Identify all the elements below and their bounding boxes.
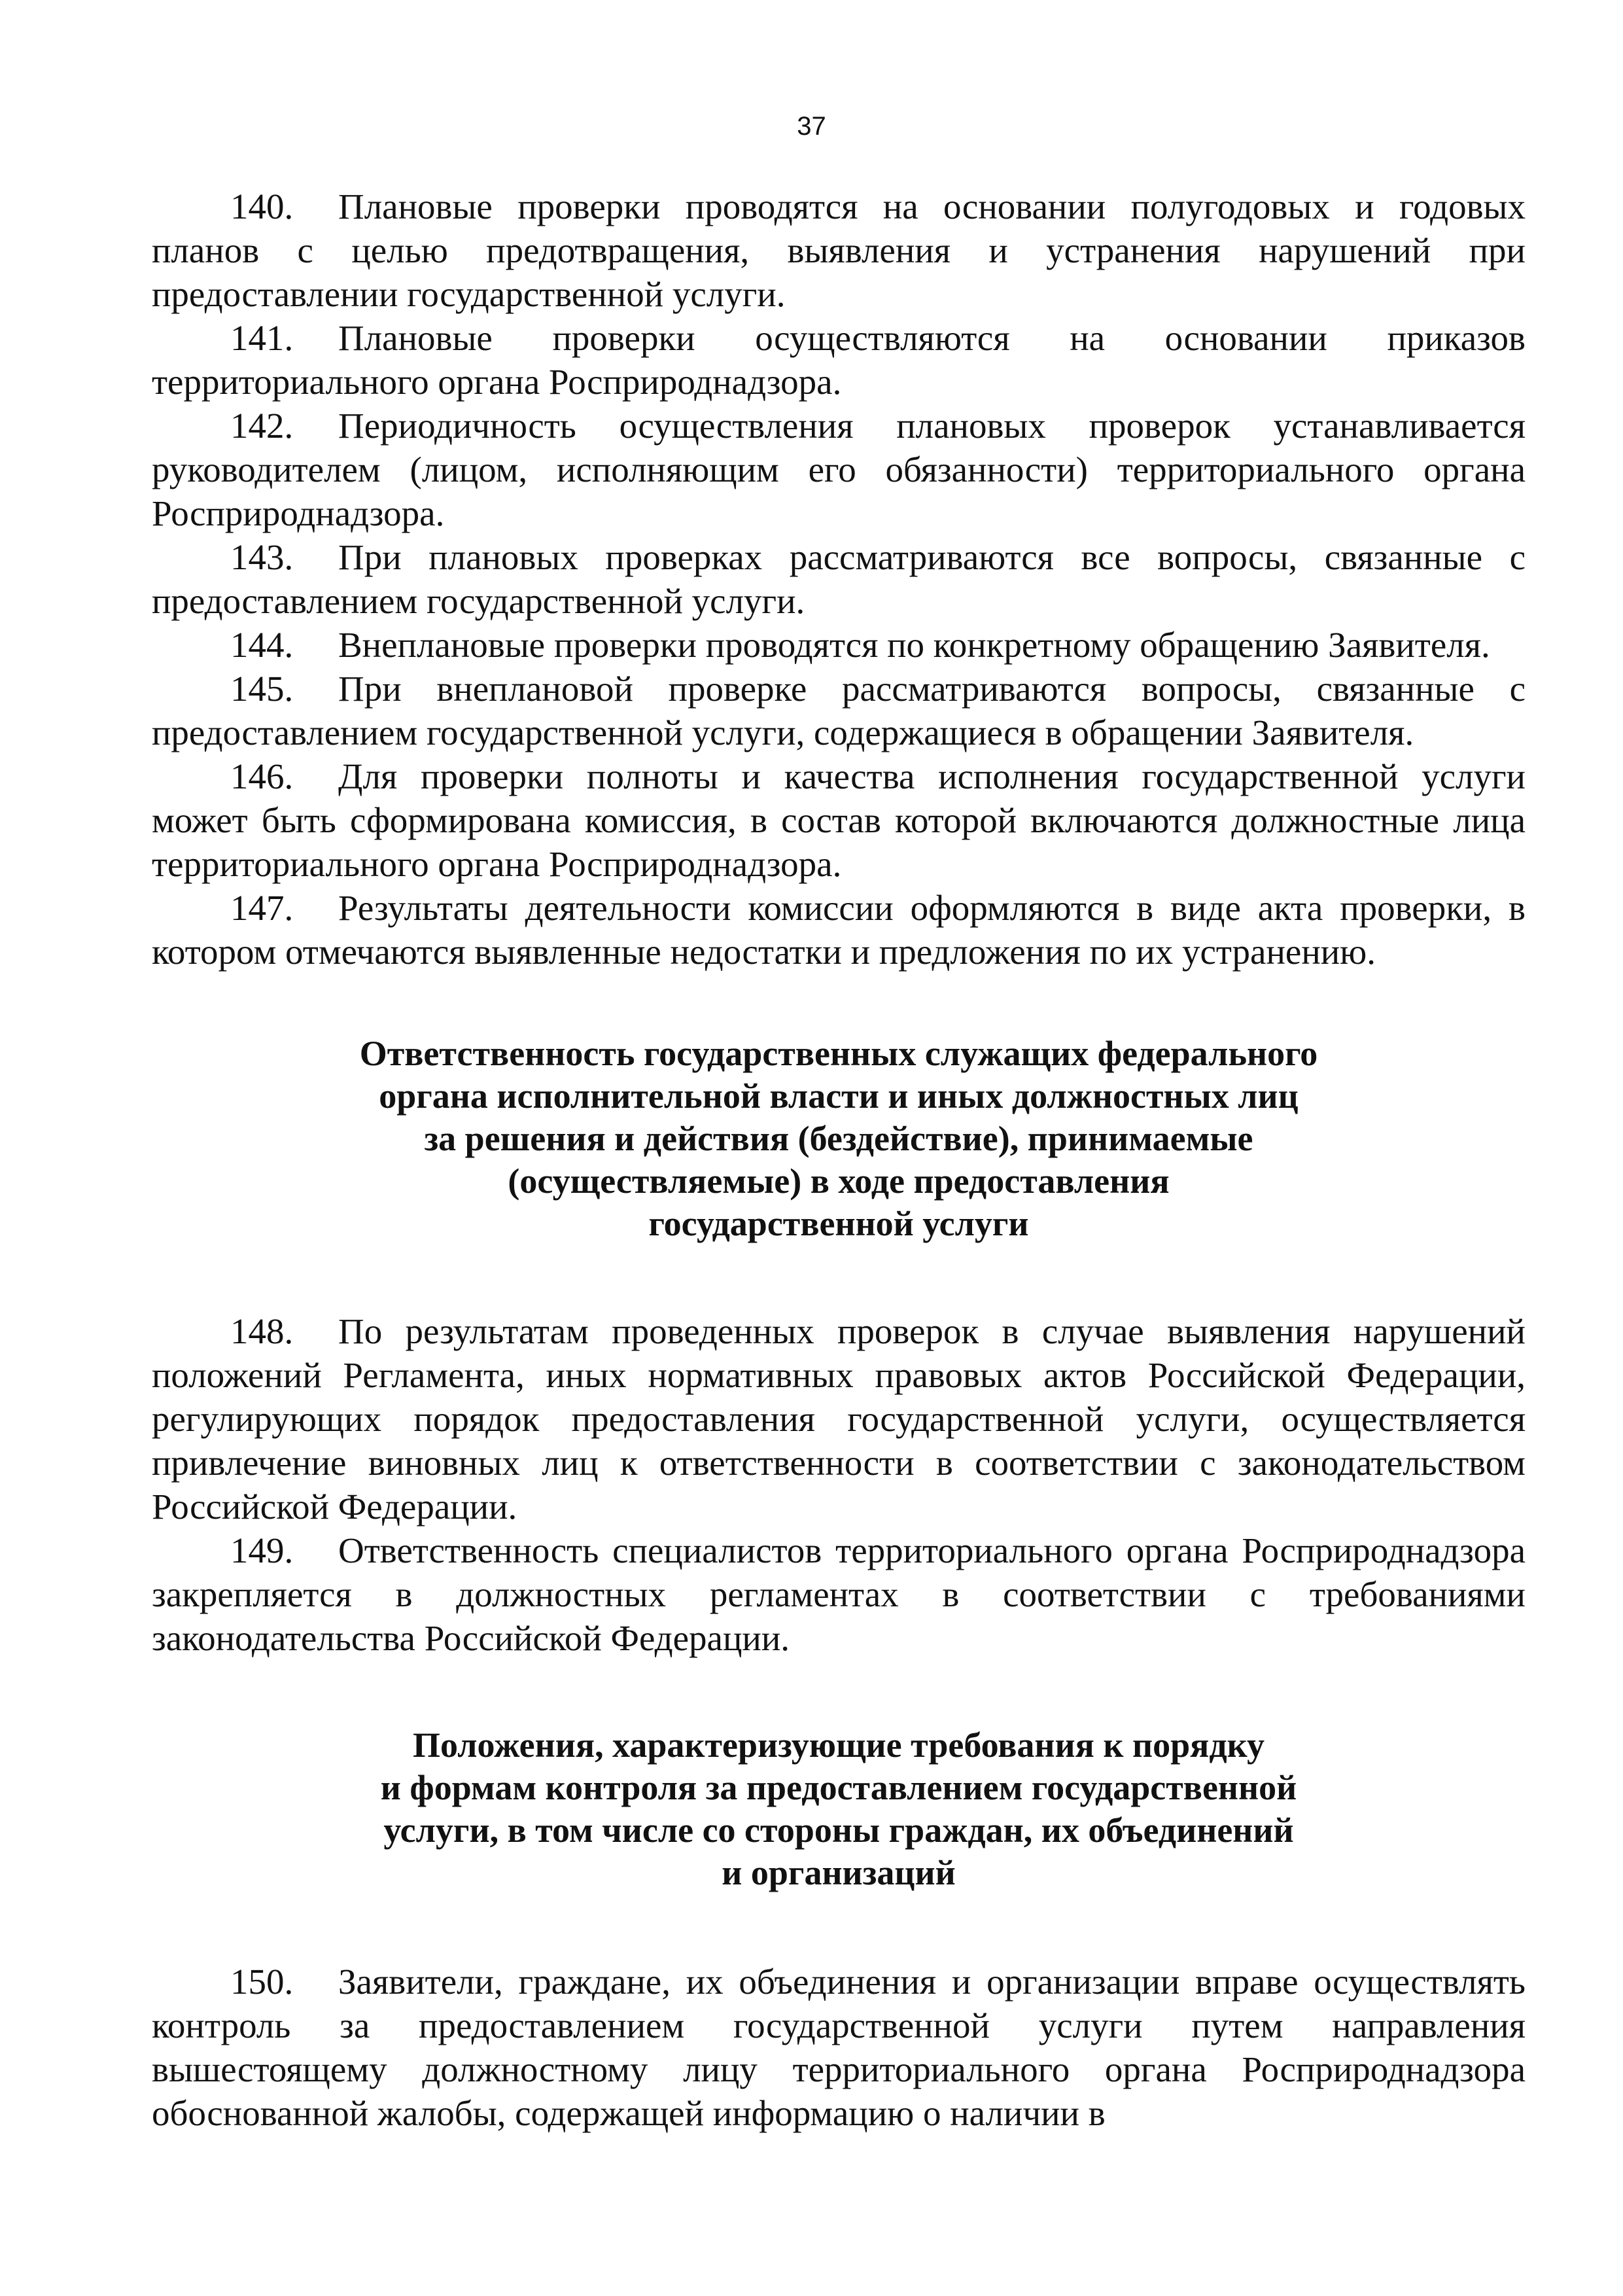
paragraph-number: 145.: [230, 669, 294, 709]
heading-line: услуги, в том числе со стороны граждан, их объединений: [383, 1810, 1294, 1850]
section-heading-control-forms: [152, 1724, 1526, 1894]
heading-line: органа исполнительной власти и иных должностных лиц: [379, 1076, 1299, 1116]
paragraph-149: [152, 1528, 1526, 1660]
paragraph-text: Для проверки полноты и качества исполнения государственной услуги может быть сформирована комиссия, в состав которой включаются должностные лица территориального органа Росприроднадзора.: [152, 756, 1526, 884]
document-body: [152, 185, 1526, 2135]
heading-line: (осуществляемые) в ходе предоставления: [508, 1161, 1170, 1201]
paragraph-145: [152, 667, 1526, 754]
paragraph-150: [152, 1960, 1526, 2135]
heading-line: за решения и действия (бездействие), принимаемые: [424, 1119, 1253, 1158]
paragraph-number: 148.: [230, 1311, 294, 1351]
section-heading-responsibility: [152, 1033, 1526, 1245]
paragraph-148: [152, 1309, 1526, 1528]
paragraph-142: [152, 404, 1526, 535]
paragraph-number: 149.: [230, 1530, 294, 1570]
paragraph-text: Плановые проверки проводятся на основании полугодовых и годовых планов с целью предотвращения, выявления и устранения нарушений при предоставлении государственной услуги.: [152, 186, 1526, 314]
paragraph-text: При внеплановой проверке рассматриваются вопросы, связанные с предоставлением государственной услуги, содержащиеся в обращении Заявителя.: [152, 669, 1526, 752]
paragraph-140: [152, 185, 1526, 316]
paragraph-number: 150.: [230, 1962, 294, 2002]
paragraph-number: 146.: [230, 756, 294, 796]
heading-line: Ответственность государственных служащих федерального: [359, 1034, 1318, 1073]
paragraph-text: Периодичность осуществления плановых проверок устанавливается руководителем (лицом, исполняющим его обязанности) территориального органа Росприроднадзора.: [152, 406, 1526, 533]
heading-line: Положения, характеризующие требования к порядку: [412, 1725, 1265, 1765]
paragraph-147: [152, 886, 1526, 974]
paragraph-number: 142.: [230, 406, 294, 446]
heading-line: и организаций: [722, 1853, 956, 1892]
paragraph-number: 140.: [230, 186, 294, 226]
paragraph-141: [152, 316, 1526, 404]
paragraph-text: По результатам проведенных проверок в случае выявления нарушений положений Регламента, иных нормативных правовых актов Российской Федерации, регулирующих порядок предоставления государственной услуги, осуществляется привлечение виновных лиц к ответственности в соответствии с законодательством Российской Федерации.: [152, 1311, 1526, 1527]
page-number: 37: [797, 112, 826, 141]
paragraph-number: 144.: [230, 625, 294, 665]
paragraph-146: [152, 754, 1526, 886]
paragraph-text: Плановые проверки осуществляются на основании приказов территориального органа Росприроднадзора.: [152, 318, 1526, 402]
paragraph-text: Внеплановые проверки проводятся по конкретному обращению Заявителя.: [338, 625, 1490, 665]
paragraph-144: [152, 623, 1526, 667]
paragraph-text: Результаты деятельности комиссии оформляются в виде акта проверки, в котором отмечаются выявленные недостатки и предложения по их устранению.: [152, 888, 1526, 972]
heading-line: и формам контроля за предоставлением государственной: [380, 1768, 1297, 1807]
paragraph-143: [152, 535, 1526, 623]
paragraph-text: Заявители, граждане, их объединения и организации вправе осуществлять контроль за предоставлением государственной услуги путем направления вышестоящему должностному лицу территориального органа Росприроднадзора обоснованной жалобы, содержащей информацию о наличии в: [152, 1962, 1526, 2133]
paragraph-text: Ответственность специалистов территориального органа Росприроднадзора закрепляется в должностных регламентах в соответствии с требованиями законодательства Российской Федерации.: [152, 1530, 1526, 1658]
paragraph-number: 147.: [230, 888, 294, 928]
paragraph-text: При плановых проверках рассматриваются все вопросы, связанные с предоставлением государственной услуги.: [152, 537, 1526, 621]
heading-line: государственной услуги: [648, 1204, 1029, 1243]
paragraph-number: 143.: [230, 537, 294, 577]
paragraph-number: 141.: [230, 318, 294, 358]
